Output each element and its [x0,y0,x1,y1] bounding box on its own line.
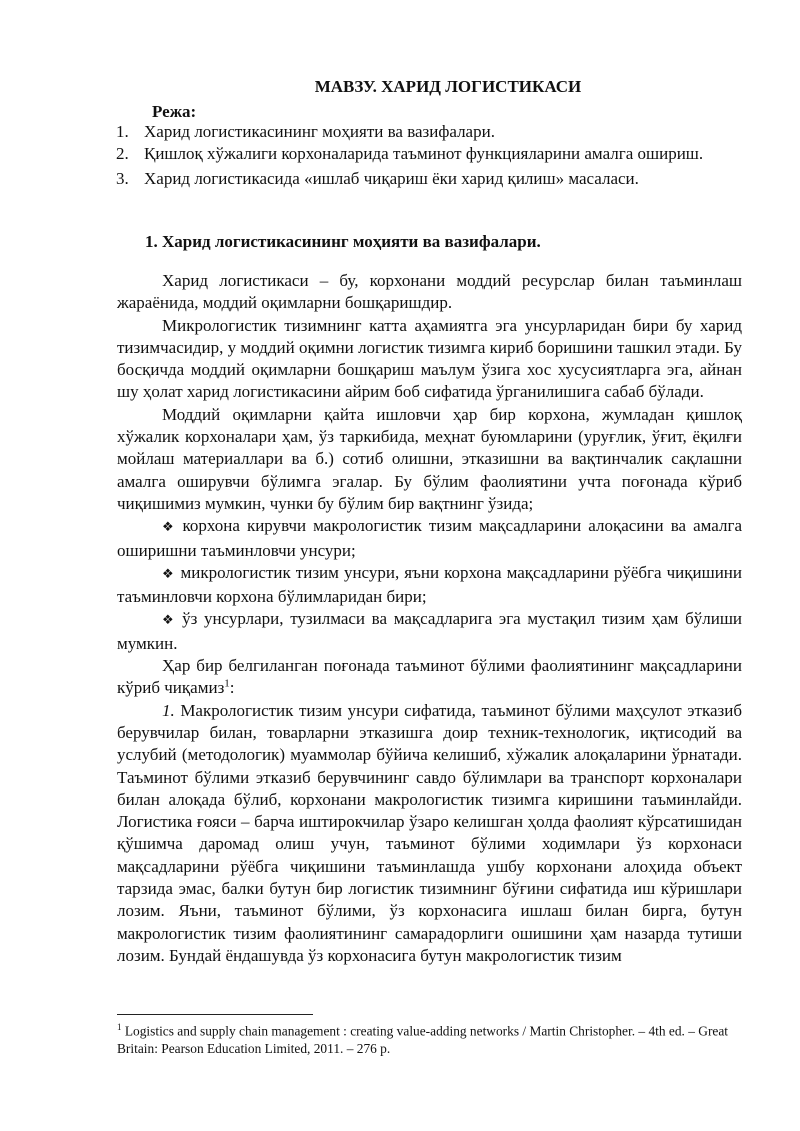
bullet-item [117,515,742,562]
bullet-icon: ❖ [162,566,175,582]
paragraph-text: Ҳар бир белгиланган поғонада таъминот бўлими фаолиятининг мақсадларини кўриб чиқамиз [117,656,742,698]
document-title: МАВЗУ. ХАРИД ЛОГИСТИКАСИ [314,77,582,96]
plan-item-number: 2. [116,143,129,163]
plan-list [116,121,742,190]
bullet-text: ўз унсурлари, тузилмаси ва мақсадларига эга мустақил тизим ҳам бўлиши мумкин. [117,609,743,653]
paragraph: Микрологистик тизимнинг катта аҳамиятга эга унсурларидан бири бу харид тизимчасидир, у моддий оқимни логистик тизимга кириб боришини ташкил этади. Бу босқичда моддий оқимларни бошқариш маълум ўзига хос хусусиятларга эга, айнан шу ҳолат харид логистикасини айрим боб сифатида ўрганилишига сабаб бўлади. [117,315,742,402]
plan-item [116,143,742,165]
plan-item-text: Харид логистикасининг моҳияти ва вазифалари. [144,122,495,141]
plan-item [116,168,742,190]
bullet-icon: ❖ [162,613,177,629]
plan-item-number: 3. [116,169,129,188]
footnote-separator [117,1014,313,1015]
paragraph [117,655,742,700]
body-text [117,270,742,967]
bullet-item [117,608,742,655]
footnote-text: Logistics and supply chain management : creating value-adding networks / Martin Christopher. – 4th ed. – Great Britain: Pearson Education Limited, 2011. – 276 p. [117,1023,729,1056]
plan-item [116,121,742,143]
footnote [117,1019,742,1057]
paragraph [117,700,742,968]
bullet-item [117,562,742,609]
plan-item-number: 1. [116,122,129,141]
paragraph-number: 1. [162,700,175,720]
paragraph: Харид логистикаси – бу, корхонани моддий ресурслар билан таъминлаш жараёнида, моддий оқимларни бошқаришдир. [117,271,742,313]
bullet-text: корхона кирувчи макрологистик тизим мақсадларини алоқасини ва амалга оширишни таъминловчи унсури; [117,516,743,560]
bullet-icon: ❖ [162,520,177,536]
footnote-reference[interactable]: 1 [224,677,230,690]
footnote-mark: 1 [117,1022,122,1032]
plan-item-text: Харид логистикасида «ишлаб чиқариш ёки харид қилиш» масаласи. [144,169,639,188]
paragraph-punctuation: : [229,678,235,698]
paragraph: Моддий оқимларни қайта ишловчи ҳар бир корхона, жумладан қишлоқ хўжалик корхоналари ҳам, ўз таркибида, меҳнат буюмларини (уруғлик, ўғит, ёқилғи мойлаш материаллари ва б.) сотиб олишни, этказишни ва вақтинчалик сақлашни амалга оширувчи бўлимга эгалар. Бу бўлим фаолиятини учта поғонада кўриб чиқишимиз мумкин, чунки бу бўлим бир вақтнинг ўзида; [117,404,742,513]
paragraph-text: Макрологистик тизим унсури сифатида, таъминот бўлими маҳсулот этказиб берувчилар билан, товарларни этказишга доир техник-технологик, иқтисодий ва услубий (методологик) муаммолар бўйича келишиб, хўжалик алоқаларини ўрнатади. Таъминот бўлими этказиб берувчининг савдо бўлимлари ва транспорт корхоналари билан алоқада бўлиб, корхонани макрологистик тизимга киришини таъминлайди. Логистика ғояси – барча иштирокчилар ўзаро келишган ҳолда фаолият кўрсатишидан қўшимча даромад олиш учун, таъминот бўлими ходимлари ўз корхонаси мақсадларини рўёбга чиқишини таъминлашда ушбу корхонани алоҳида объект тарзида эмас, балки бутун бир логистик тизимнинг бўғини сифатида иш кўришлари лозим. Яъни, таъминот бўлими, ўз корхонасига ишлаш билан бирга, бутун макрологистик тизим фаолиятининг самарадорлиги ошишини ҳам назарда тутиши лозим. Бундай ёндашувда ўз корхонасига бутун макрологистик тизим [117,700,743,965]
plan-label: Режа: [152,102,197,121]
section-heading: 1. Харид логистикасининг моҳияти ва вазифалари. [145,232,541,251]
plan-item-text: Қишлоқ хўжалиги корхоналарида таъминот функцияларини амалга ошириш. [144,143,704,163]
bullet-text: микрологистик тизим унсури, яъни корхона мақсадларини рўёбга чиқишини таъминловчи корхона бўлимларидан бири; [117,562,743,607]
